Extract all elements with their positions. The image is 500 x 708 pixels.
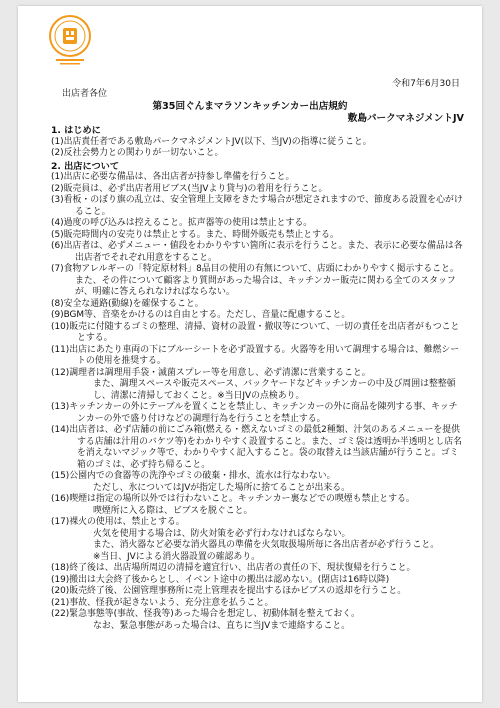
item-note: また、調理スペースや販売スペース、バックヤードなどキッチンカーの中及び周囲は整整頓し、清潔に清掃しておくこと。※当日JVの点検あり。 bbox=[93, 379, 456, 401]
list-item: (22)緊急事態等(事故、怪我等)あった場合を想定し、初動体制を整えておく。 bbox=[51, 609, 360, 619]
list-item: (17)裸火の使用は、禁止とする。 bbox=[51, 517, 185, 527]
document-author: 敷島パークマネジメントJV bbox=[347, 113, 464, 124]
list-item: (15)公園内での食器等の洗浄やゴミの破棄・排水、流水は行なわない。 bbox=[51, 471, 336, 481]
list-item: (4)過度の呼び込みは控えること。拡声器等の使用は禁止とする。 bbox=[51, 218, 313, 228]
list-item: (14)出店者は、必ず店舗の前にごみ箱(燃える・燃えないゴミの最低2種類、汁気のあるメニューを提供する店舗は汁用のバケツ等)をわかりやすく設置すること。また、ゴミ袋は透明か半透明とし店名を消えないマジック等で、わかりやすく記入すること。袋の取替えは当該店舗が行うこと。ゴミ箱のゴミは、必ず持ち帰ること。 bbox=[51, 425, 462, 470]
document-body bbox=[51, 124, 463, 632]
list-item: (19)搬出は大会終了後からとし、イベント途中の搬出は認めない。(閉店は16時以降) bbox=[51, 574, 390, 585]
item-note: 火気を使用する場合は、防火対策を必ず行わなければならない。 bbox=[93, 528, 351, 539]
section-heading: 1. はじめに bbox=[51, 125, 101, 136]
document-title: 第35回ぐんまマラソンキッチンカー出店規約 bbox=[152, 101, 348, 112]
list-item: (2)反社会勢力との関わりが一切ないこと。 bbox=[51, 148, 224, 158]
section-heading: 2. 出店について bbox=[51, 160, 120, 172]
document-date: 令和7年6月30日 bbox=[392, 79, 460, 89]
item-note: また、消火器など必要な消火器具の準備を火気取扱場所毎に各出店者が必ず行うこと。 bbox=[93, 540, 440, 550]
list-item: (1)出店責任者である敷島パークマネジメントJV(以下、当JV)の指導に従うこと。 bbox=[51, 136, 372, 147]
list-item: (18)終了後は、出店場所周辺の清掃を適宜行い、出店者の責任の下、現状復帰を行うこと。 bbox=[51, 563, 416, 573]
list-item: (5)販売時間内の安売りは禁止とする。また、時間外販売も禁止とする。 bbox=[51, 229, 339, 240]
list-item: (11)出店にあたり車両の下にブルーシートを必ず設置する。火器等を用いて調理する場合は、難燃シートの使用を推奨する。 bbox=[51, 344, 460, 366]
list-item: (2)販売員は、必ず出店者用ビブス(当JVより貸与)の着用を行うこと。 bbox=[51, 183, 328, 194]
addressee: 出店者各位 bbox=[62, 89, 108, 99]
list-item: (10)販売に付随するゴミの整理、清掃、資材の設置・撤収等について、一切の責任を出店者がもつこととする。 bbox=[51, 321, 460, 343]
item-note: ※当日、JVによる消火器設置の確認あり。 bbox=[93, 551, 260, 562]
list-item: (1)出店に必要な備品は、各出店者が持参し準備を行うこと。 bbox=[51, 172, 295, 182]
festival-emblem-icon bbox=[48, 14, 92, 66]
list-item: (8)安全な通路(動線)を確保すること。 bbox=[51, 298, 204, 309]
list-item: (7)食物アレルギーの「特定原材料」8品目の使用の有無について、店頭にわかりやすく掲示すること。また、その件について顧客より質問があった場合は、キッチンカー販売に関わる全てのスタッフが、明確に答えられなければならない。 bbox=[51, 264, 459, 297]
document-page bbox=[18, 6, 482, 702]
list-item: (3)看板・のぼり旗の乱立は、安全管理上支障をきたす場合が想定されますので、節度ある設置を心がけること。 bbox=[51, 195, 463, 217]
item-note: 喫煙所に入る際は、ビブスを脱ぐこと。 bbox=[93, 505, 253, 516]
list-item: (6)出店者は、必ずメニュー・値段をわかりやすい箇所に表示を行うこと。また、表示に必要な備品は各出店者でそれぞれ用意をすること。 bbox=[51, 241, 463, 263]
list-item: (9)BGM等、音楽をかけるのは自由とする。ただし、音量に配慮すること。 bbox=[51, 310, 351, 320]
list-item: (20)販売終了後、公園管理事務所に売上管理表を提出するほかビブスの返却を行うこと。 bbox=[51, 586, 407, 596]
item-note: なお、緊急事態があった場合は、直ちに当JVまで連絡すること。 bbox=[93, 620, 351, 631]
list-item: (16)喫煙は指定の場所以外では行わないこと。キッチンカー裏などでの喫煙も禁止とする。 bbox=[51, 494, 415, 504]
list-item: (13)キッチンカーの外にテーブルを置くことを禁止し、キッチンカーの外に商品を陳列する事、キッチンカーの外で盛り付けなどの調理行為を行うことを禁止する。 bbox=[51, 402, 458, 424]
item-note: ただし、氷についてはJVが指定した場所に捨てることが出来る。 bbox=[93, 482, 351, 493]
list-item: (12)調理者は調理用手袋・滅菌スプレー等を用意し、必ず清潔に営業すること。 bbox=[51, 367, 371, 378]
list-item: (21)事故、怪我が起きないよう、充分注意を払うこと。 bbox=[51, 597, 274, 608]
